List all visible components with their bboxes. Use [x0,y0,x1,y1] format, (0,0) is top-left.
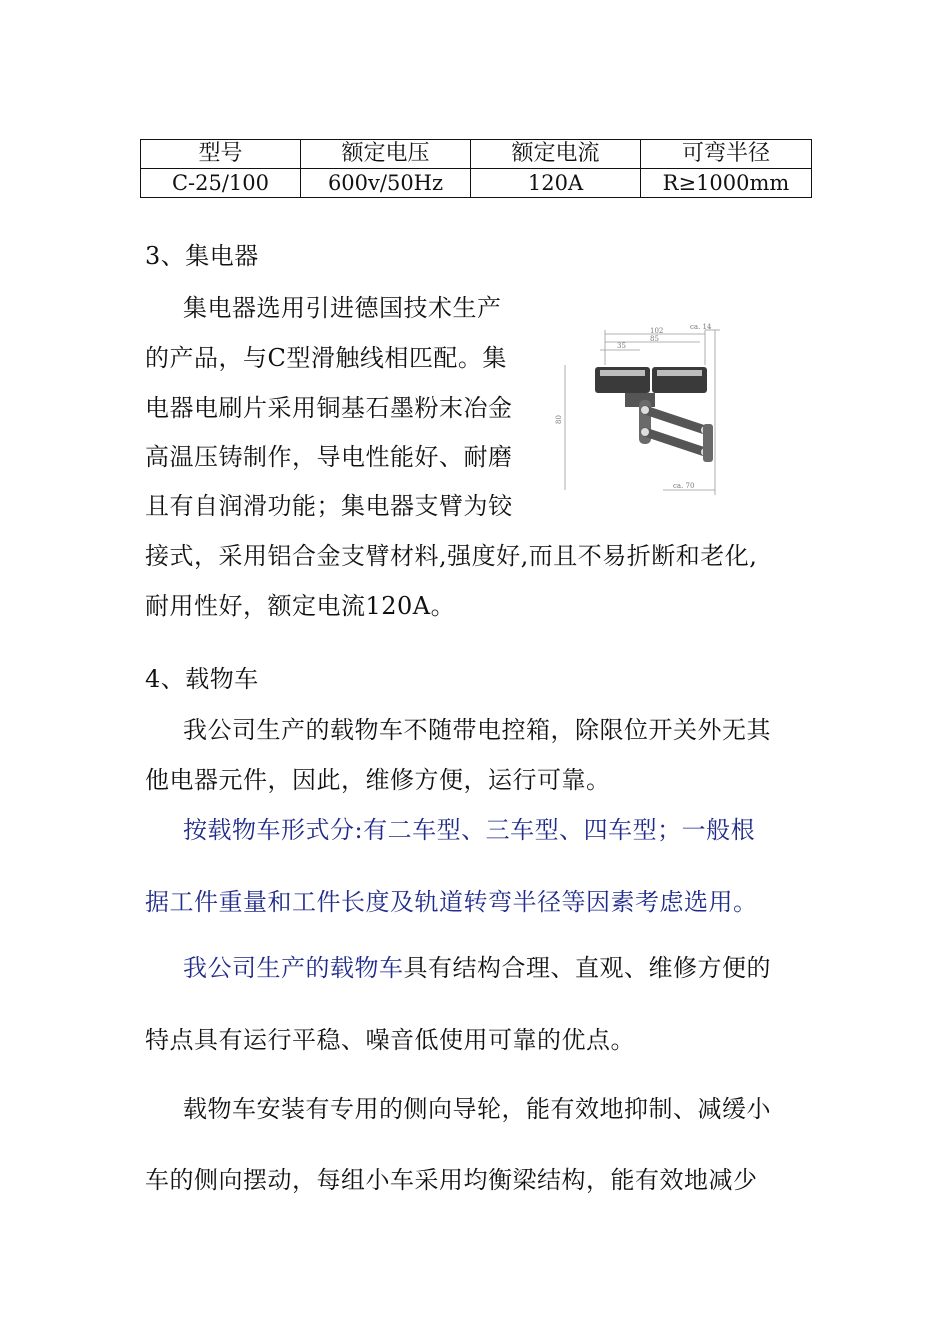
dimension-label: 80 [555,415,563,424]
dimension-label: 35 [617,342,626,350]
dimension-label: 102 [650,327,664,335]
paragraph-line: 载物车安装有专用的侧向导轮，能有效地抑制、减缓小 [183,1095,771,1123]
hinged-arm-icon [639,400,713,462]
table-row [141,169,812,198]
paragraph-line: 且有自润滑功能；集电器支臂为铰 [145,492,513,520]
dimension-label: ca. 70 [673,482,695,490]
header-cell-radius: 可弯半径 [641,140,812,169]
paragraph-line: 集电器选用引进德国技术生产 [183,294,502,322]
paragraph-line: 高温压铸制作，导电性能好、耐磨 [145,443,513,471]
section-heading-collector: 3、集电器 [145,242,259,270]
paragraph-line: 他电器元件，因此，维修方便，运行可靠。 [145,766,611,794]
paragraph-line-blue: 按载物车形式分:有二车型、三车型、四车型；一般根 [183,816,756,844]
header-cell-model: 型号 [141,140,301,169]
paragraph-line: 特点具有运行平稳、噪音低使用可靠的优点。 [145,1026,635,1054]
table-header-row [141,140,812,169]
paragraph-line: 车的侧向摆动，每组小车采用均衡梁结构，能有效地减少 [145,1166,758,1194]
dimension-label: 85 [650,335,659,343]
paragraph-line [183,948,771,983]
current-collector-figure [555,320,740,505]
header-cell-current: 额定电流 [471,140,641,169]
paragraph-line: 的产品，与C型滑触线相匹配。集 [145,344,507,372]
dimension-label: ca. 14 [690,323,712,331]
paragraph-line-blue: 据工件重量和工件长度及轨道转弯半径等因素考虑选用。 [145,888,758,916]
spec-table [140,139,812,198]
value-cell-current: 120A [471,169,641,198]
header-cell-voltage: 额定电压 [301,140,471,169]
highlighted-text: 我公司生产的载物车 [183,954,404,982]
paragraph-line: 电器电刷片采用铜基石墨粉末冶金 [145,394,513,422]
section-heading-carrier: 4、载物车 [145,665,259,693]
value-cell-radius: R≥1000mm [641,169,812,198]
paragraph-line: 接式，采用铝合金支臂材料,强度好,而且不易折断和老化, [145,542,758,570]
value-cell-voltage: 600v/50Hz [301,169,471,198]
paragraph-line: 耐用性好，额定电流120A。 [145,592,456,620]
paragraph-line: 我公司生产的载物车不随带电控箱，除限位开关外无其 [183,716,771,744]
paragraph-text: 具有结构合理、直观、维修方便的 [403,954,771,982]
value-cell-model: C-25/100 [141,169,301,198]
